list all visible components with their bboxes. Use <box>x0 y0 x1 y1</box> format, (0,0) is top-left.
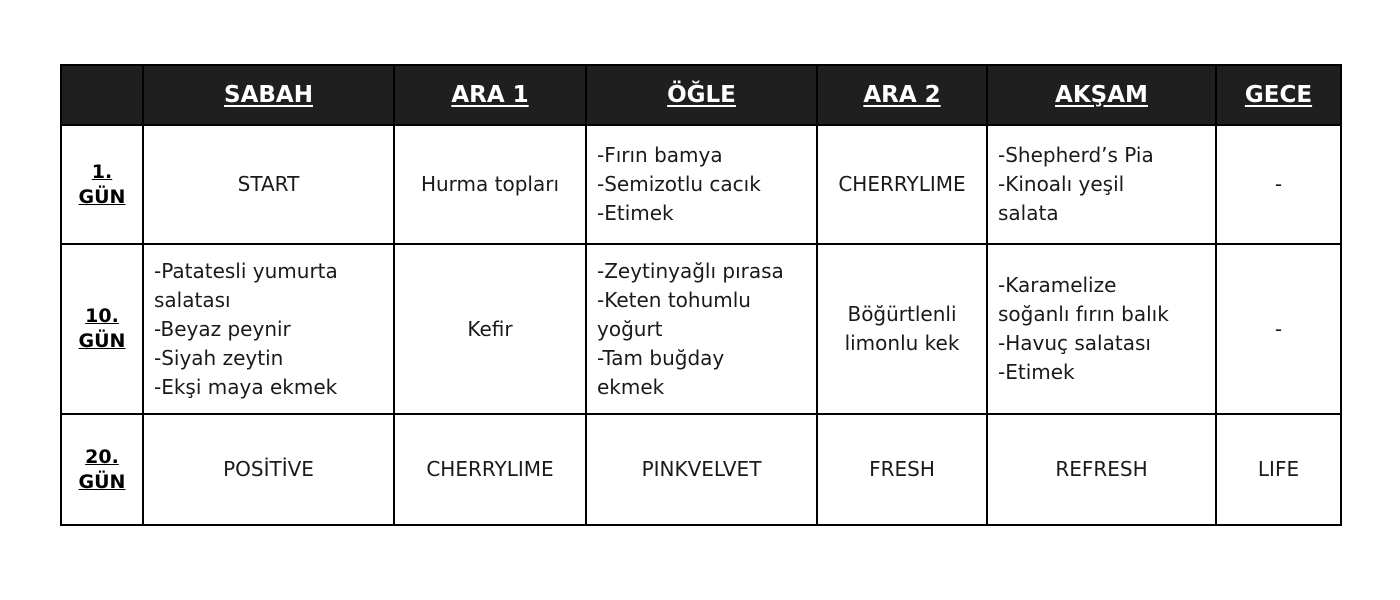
cell-aksam <box>987 244 1216 414</box>
cell-sabah <box>143 244 394 414</box>
cell-line: START <box>237 172 300 196</box>
cell-line: -Karamelize <box>998 273 1117 297</box>
day-label: GÜN <box>78 330 126 352</box>
table-row-day-10 <box>61 244 1341 414</box>
cell-line: -Tam buğday <box>597 345 725 370</box>
header-ogle: ÖĞLE <box>586 65 817 125</box>
cell-ara2 <box>817 125 987 244</box>
cell-line: yoğurt <box>597 316 663 341</box>
table-row-day-1 <box>61 125 1341 244</box>
cell-line: PINKVELVET <box>641 457 762 481</box>
day-label: GÜN <box>78 185 126 208</box>
cell-line: -Keten tohumlu <box>597 287 751 312</box>
cell-line: - <box>1274 316 1283 341</box>
header-ara2: ARA 2 <box>817 65 987 125</box>
cell-line: salata <box>998 201 1059 225</box>
header-ara1: ARA 1 <box>394 65 586 125</box>
cell-ara1 <box>394 244 586 414</box>
cell-line: -Kinoalı yeşil <box>998 172 1125 196</box>
cell-ogle <box>586 125 817 244</box>
cell-line: CHERRYLIME <box>838 172 966 196</box>
cell-line: -Patatesli yumurta <box>154 258 338 283</box>
day-number: 1. <box>91 160 113 183</box>
cell-line: soğanlı fırın balık <box>998 302 1169 326</box>
cell-line: REFRESH <box>1055 457 1148 481</box>
cell-ara2 <box>817 414 987 525</box>
day-cell <box>61 125 143 244</box>
cell-line: LIFE <box>1257 457 1300 481</box>
cell-ara1 <box>394 414 586 525</box>
cell-line: Kefir <box>467 316 513 341</box>
cell-line: -Havuç salatası <box>998 331 1151 355</box>
cell-line: -Etimek <box>998 360 1075 384</box>
cell-line: -Shepherd’s Pia <box>998 143 1154 167</box>
cell-line: -Beyaz peynir <box>154 316 291 341</box>
day-label: GÜN <box>78 470 126 493</box>
cell-line: - <box>1274 172 1283 196</box>
header-row <box>61 65 1341 125</box>
day-cell <box>61 244 143 414</box>
cell-line: Hurma topları <box>420 172 560 196</box>
cell-aksam <box>987 414 1216 525</box>
cell-sabah <box>143 414 394 525</box>
cell-ogle <box>586 244 817 414</box>
cell-line: POSİTİVE <box>223 457 314 481</box>
cell-aksam <box>987 125 1216 244</box>
cell-line: FRESH <box>869 457 935 481</box>
header-corner-cell <box>61 65 143 125</box>
cell-ara1 <box>394 125 586 244</box>
header-gece: GECE <box>1216 65 1341 125</box>
cell-line: CHERRYLIME <box>426 457 554 481</box>
cell-line: ekmek <box>597 374 665 399</box>
day-number: 20. <box>85 445 119 468</box>
cell-line: -Fırın bamya <box>597 143 723 167</box>
cell-ogle <box>586 414 817 525</box>
cell-ara2 <box>817 244 987 414</box>
cell-gece <box>1216 125 1341 244</box>
cell-line: -Zeytinyağlı pırasa <box>597 258 784 283</box>
header-sabah: SABAH <box>143 65 394 125</box>
cell-line: -Ekşi maya ekmek <box>154 374 338 399</box>
cell-line: -Semizotlu cacık <box>597 172 761 196</box>
day-cell <box>61 414 143 525</box>
cell-line: -Siyah zeytin <box>154 345 284 370</box>
meal-plan-table <box>60 64 1342 526</box>
cell-gece <box>1216 414 1341 525</box>
day-number: 10. <box>85 305 119 327</box>
cell-gece <box>1216 244 1341 414</box>
table-row-day-20 <box>61 414 1341 525</box>
cell-sabah <box>143 125 394 244</box>
cell-line: limonlu kek <box>844 331 960 355</box>
cell-line: -Etimek <box>597 201 674 225</box>
cell-line: Böğürtlenli <box>847 302 957 326</box>
header-aksam: AKŞAM <box>987 65 1216 125</box>
cell-line: salatası <box>154 287 231 312</box>
